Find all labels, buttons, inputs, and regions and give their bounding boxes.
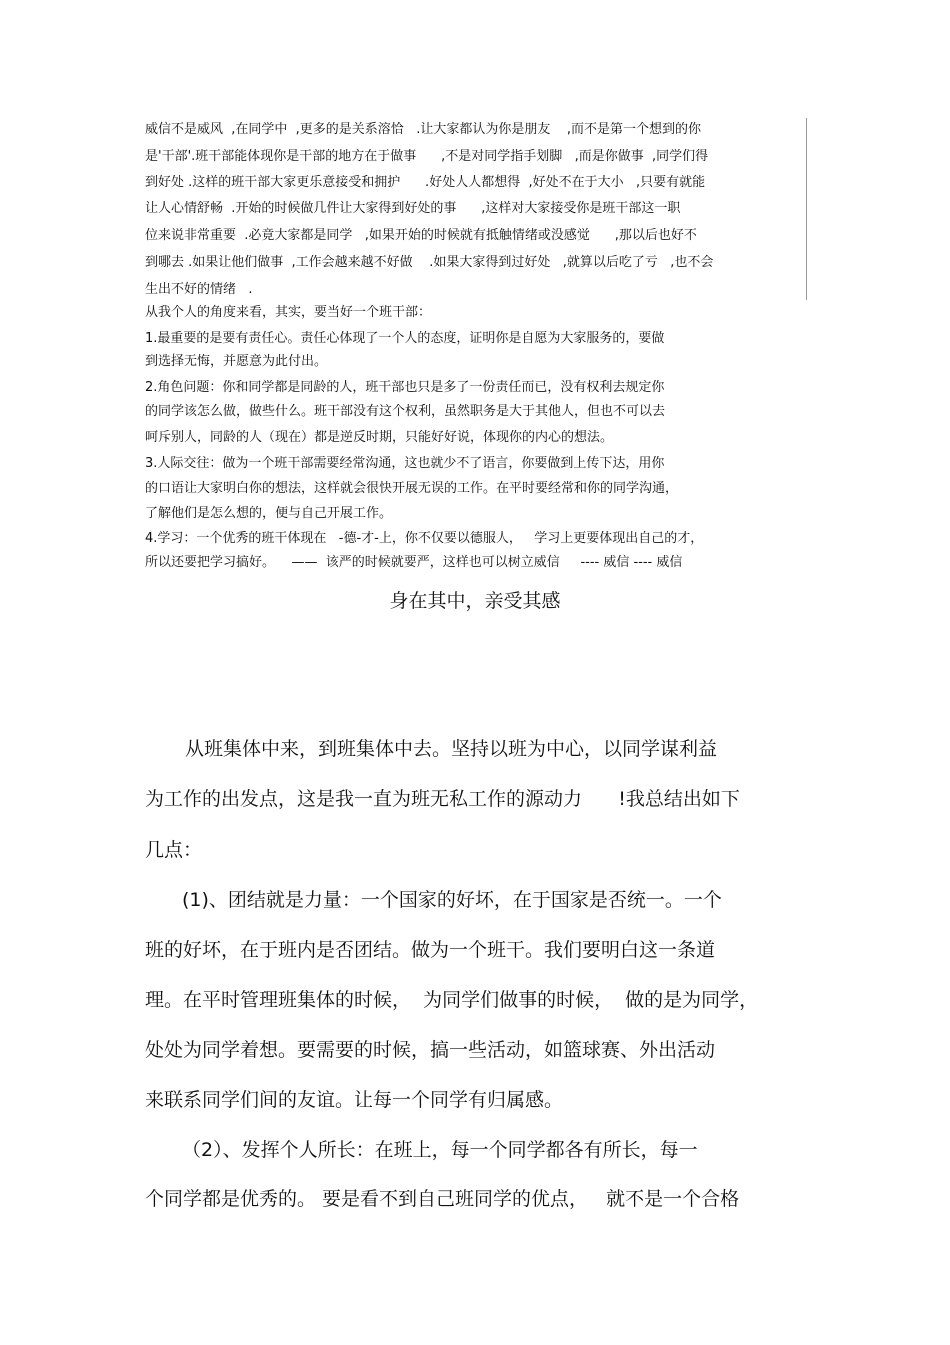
point-line: 呵斥别人，同龄的人（现在）都是逆反时期，只能好好说，体现你的内心的想法。 [145, 430, 614, 445]
top-text-line: 生出不好的情绪 . [145, 282, 253, 297]
body-line: 个同学都是优秀的。 要是看不到自己班同学的优点， 就不是一个合格 [145, 1188, 740, 1210]
top-text-line: 是'干部'.班干部能体现你是干部的地方在于做事 ,不是对同学指手划脚 ,而是你做事 ,同学们得 [145, 149, 709, 164]
point-line: 到选择无悔，并愿意为此付出。 [145, 354, 328, 369]
point-line: 3.人际交往：做为一个班干部需要经常沟通，这也就少不了语言，你要做到上传下达，用你 [145, 456, 665, 471]
point-line: 的同学该怎么做，做些什么。班干部没有这个权利，虽然职务是大于其他人，但也不可以去 [145, 404, 666, 419]
top-text-line: 让人心情舒畅 .开始的时候做几件让大家得到好处的事 ,这样对大家接受你是班干部这一职 [145, 201, 681, 216]
point-line: 所以还要把学习搞好。 —— 该严的时候就要严，这样也可以树立威信 ---- 威信 ---- 威信 [145, 555, 683, 570]
point-line: 1.最重要的是要有责任心。责任心体现了一个人的态度，证明你是自愿为大家服务的，要做 [145, 331, 665, 346]
section-title: 身在其中，亲受其感 [389, 590, 561, 612]
body-line: 为工作的出发点，这是我一直为班无私工作的源动力 !我总结出如下 [145, 788, 740, 810]
body-line: 理。在平时管理班集体的时候， 为同学们做事的时候， 做的是为同学， [145, 989, 759, 1011]
margin-rule [806, 118, 807, 300]
body-line: （2）、发挥个人所长：在班上，每一个同学都各有所长，每一 [182, 1139, 698, 1161]
top-text-line: 到哪去 .如果让他们做事 ,工作会越来越不好做 .如果大家得到过好处 ,就算以后吃了亏 ,也不会 [145, 255, 714, 270]
top-text-line: 位来说非常重要 .必竟大家都是同学 ,如果开始的时候就有抵触情绪或没感觉 ,那以后也好不 [145, 228, 697, 243]
body-line: 班的好坏，在于班内是否团结。做为一个班干。我们要明白这一条道 [145, 939, 716, 961]
top-text-line: 到好处 .这样的班干部大家更乐意接受和拥护 .好处人人都想得 ,好处不在于大小 ,只要有就能 [145, 175, 706, 190]
intro-line: 从我个人的角度来看，其实，要当好一个班干部： [145, 305, 432, 320]
point-line: 2.角色问题：你和同学都是同龄的人，班干部也只是多了一份责任而已，没有权利去规定你 [145, 380, 665, 395]
body-line: 从班集体中来，到班集体中去。坚持以班为中心，以同学谋利益 [185, 738, 718, 760]
body-line: 处处为同学着想。要需要的时候，搞一些活动，如篮球赛、外出活动 [145, 1039, 716, 1061]
point-line: 了解他们是怎么想的，便与自己开展工作。 [145, 506, 393, 521]
body-line: 来联系同学们间的友谊。让每一个同学有归属感。 [145, 1089, 564, 1111]
body-line: 几点： [145, 839, 203, 861]
top-text-line: 威信不是威风 ,在同学中 ,更多的是关系溶恰 .让大家都认为你是朋友 ,而不是第一个想到的你 [145, 122, 701, 137]
point-line: 4.学习：一个优秀的班干体现在 -德-才-上，你不仅要以德服人， 学习上更要体现出自己的才， [145, 531, 704, 546]
point-line: 的口语让大家明白你的想法，这样就会很快开展无误的工作。在平时要经常和你的同学沟通， [145, 481, 679, 496]
body-line: (1)、团结就是力量：一个国家的好坏，在于国家是否统一。一个 [182, 889, 722, 911]
